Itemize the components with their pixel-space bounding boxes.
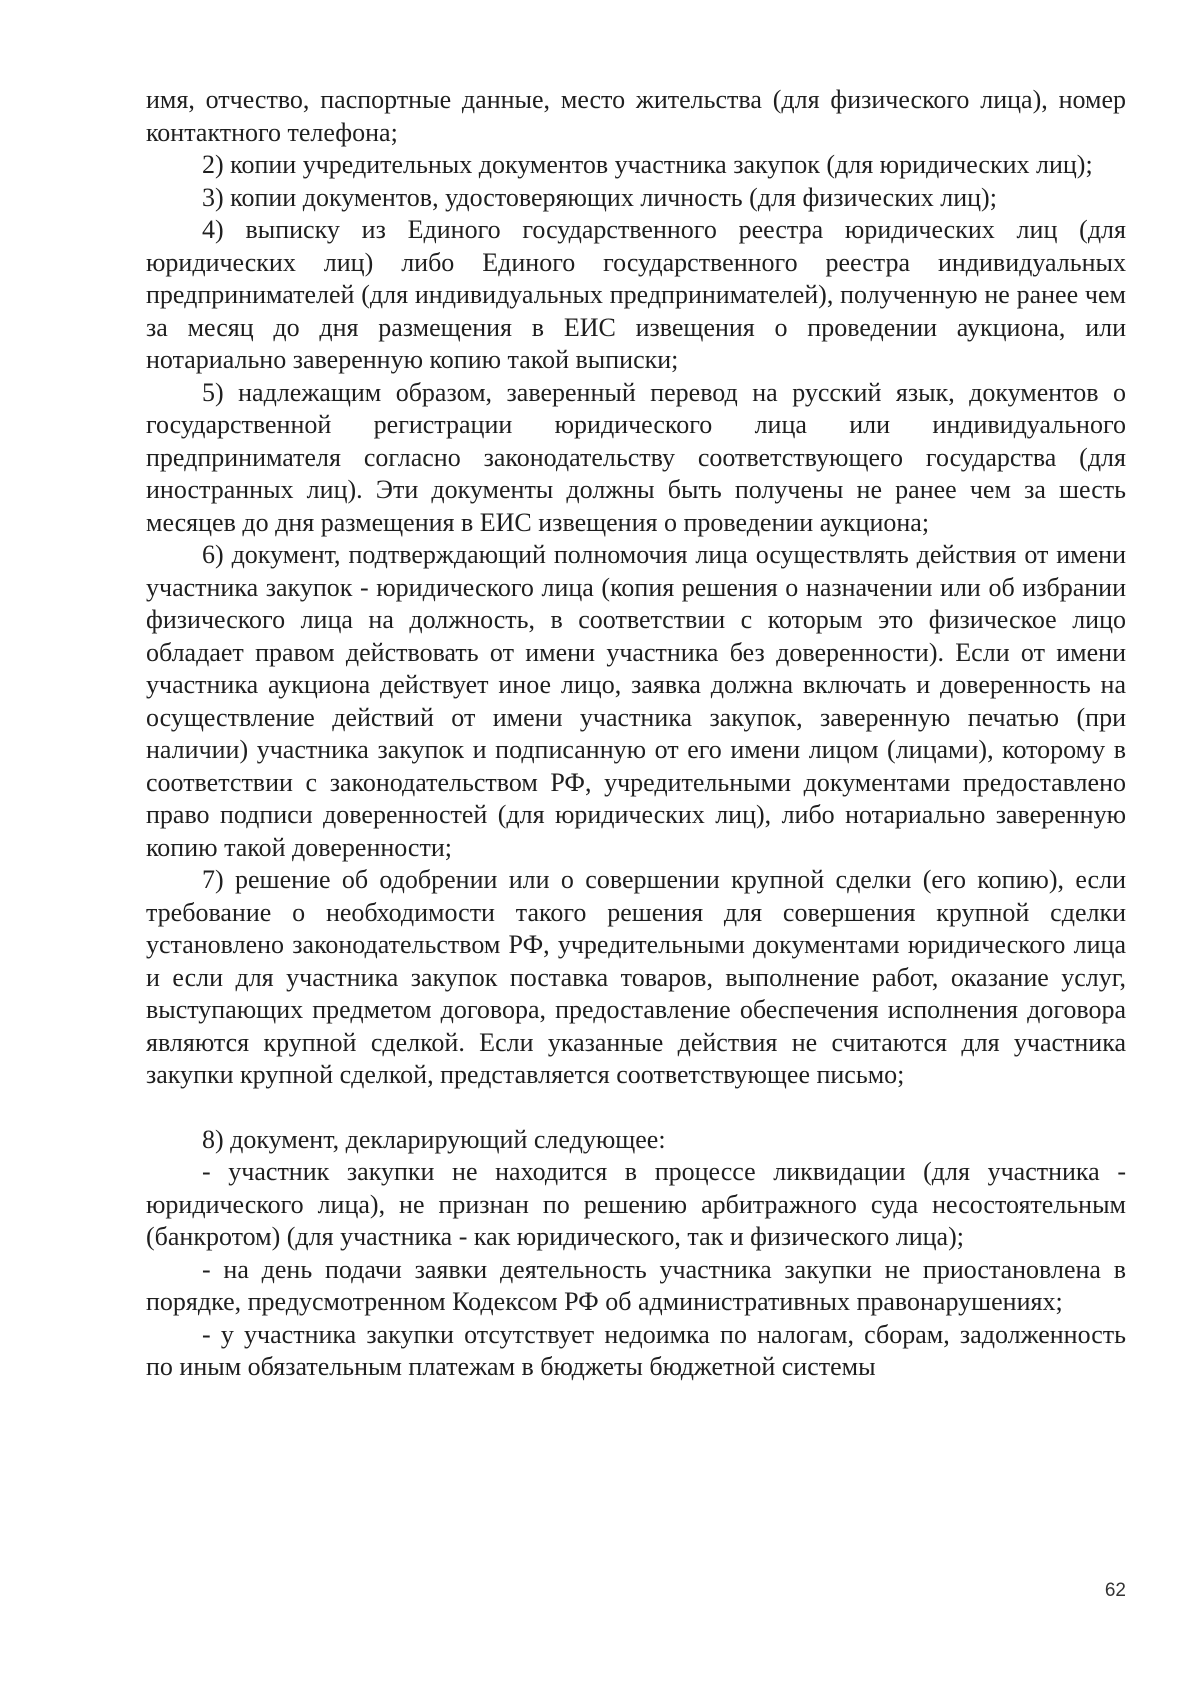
paragraph-item-2: 2) копии учредительных документов участника закупок (для юридических лиц);	[202, 150, 1093, 179]
declaration-item-tax-arrears: - у участника закупки отсутствует недоимка по налогам, сборам, задолженность по иным обязательным платежам в бюджеты бюджетной системы	[146, 1319, 1126, 1381]
paragraph-continuation: имя, отчество, паспортные данные, место жительства (для физического лица), номер контактного телефона;	[146, 85, 1126, 147]
paragraph-item-8: 8) документ, декларирующий следующее:	[202, 1124, 666, 1154]
declaration-item-liquidation: - участник закупки не находится в процессе ликвидации (для участника - юридического лица), не признан по решению арбитражного суда несостоятельным (банкротом) (для участника - как юридического, так и физического лица);	[146, 1157, 1126, 1251]
paragraph-item-6: 6) документ, подтверждающий полномочия лица осуществлять действия от имени участника закупок - юридического лица (копия решения о назначении или об избрании физического лица на должность, в соответствии с которым это физическое лицо обладает правом действовать от имени участника без доверенности). Если от имени участника аукциона действует иное лицо, заявка должна включать и доверенность на осуществление действий от имени участника закупок, заверенную печатью (при наличии) участника закупок и подписанную от его имени лицом (лицами), которому в соответствии с законодательством РФ, учредительными документами предоставлено право подписи доверенностей (для юридических лиц), либо нотариально заверенную копию такой доверенности;	[146, 540, 1126, 862]
paragraph-item-7: 7) решение об одобрении или о совершении крупной сделки (его копию), если требование о необходимости такого решения для совершения крупной сделки установлено законодательством РФ, учредительными документами юридического лица и если для участника закупок поставка товаров, выполнение работ, оказание услуг, выступающих предметом договора, предоставление обеспечения исполнения договора являются крупной сделкой. Если указанные действия не считаются для участника закупки крупной сделкой, представляется соответствующее письмо;	[146, 865, 1126, 1089]
document-body	[146, 84, 1126, 1384]
paragraph-gap	[146, 1092, 1126, 1124]
declaration-item-suspension: - на день подачи заявки деятельность участника закупки не приостановлена в порядке, предусмотренном Кодексом РФ об административных правонарушениях;	[146, 1254, 1126, 1316]
page-number: 62	[1104, 1580, 1126, 1601]
paragraph-item-5: 5) надлежащим образом, заверенный перевод на русский язык, документов о государственной регистрации юридического лица или индивидуального предпринимателя согласно законодательству соответствующего государства (для иностранных лиц). Эти документы должны быть получены не ранее чем за шесть месяцев до дня размещения в ЕИС извещения о проведении аукциона;	[146, 377, 1126, 537]
paragraph-item-4: 4) выписку из Единого государственного реестра юридических лиц (для юридических лиц) либо Единого государственного реестра индивидуальных предпринимателей (для индивидуальных предпринимателей), полученную не ранее чем за месяц до дня размещения в ЕИС извещения о проведении аукциона, или нотариально заверенную копию такой выписки;	[146, 215, 1126, 374]
paragraph-item-3: 3) копии документов, удостоверяющих личность (для физических лиц);	[202, 182, 997, 212]
